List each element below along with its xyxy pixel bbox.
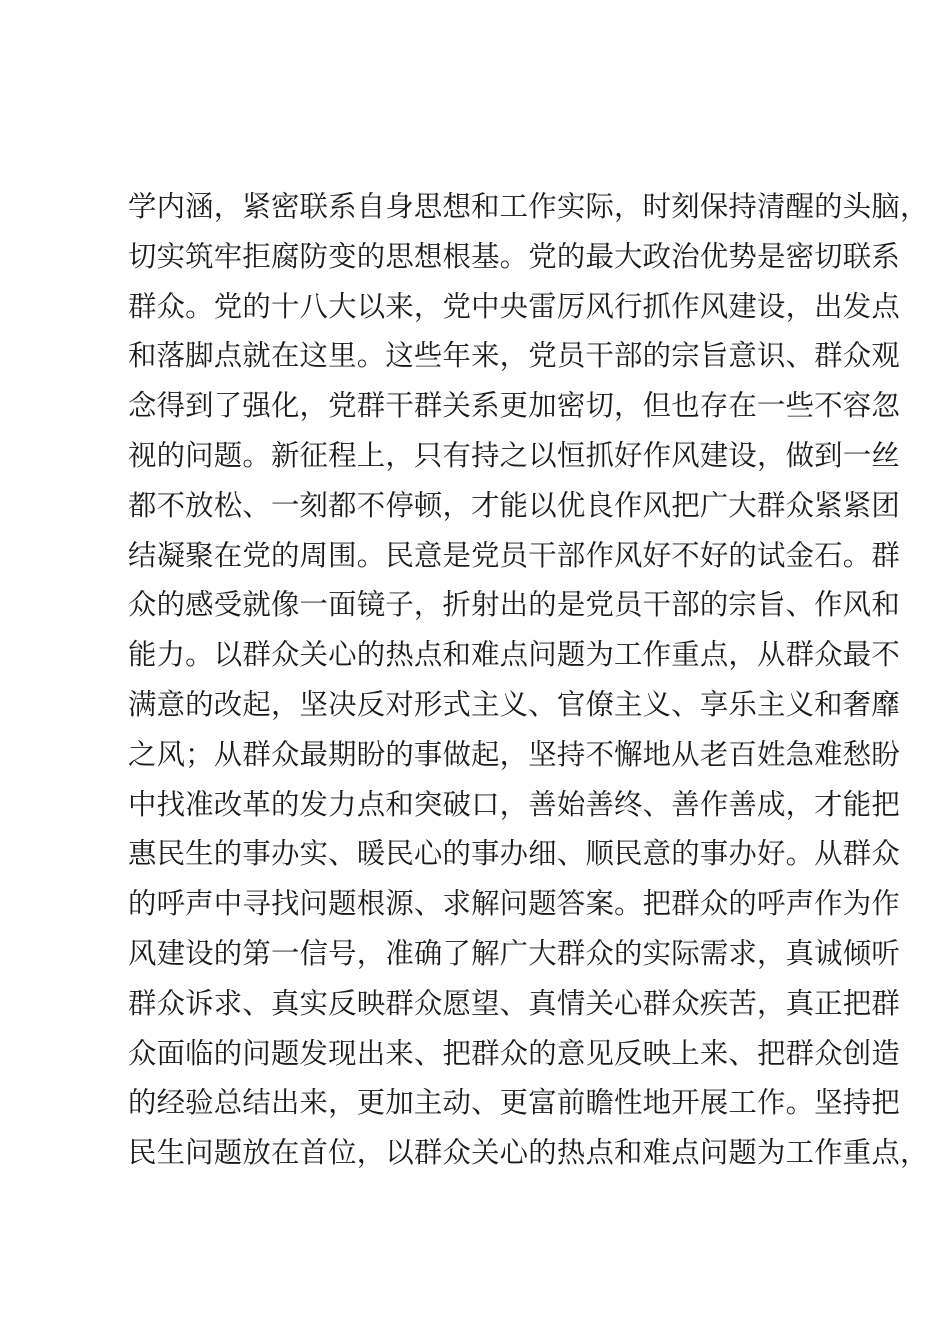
text-line: 念得到了强化，党群干群关系更加密切，但也存在一些不容忽: [128, 389, 900, 423]
text-line: 惠民生的事办实、暖民心的事办细、顺民意的事办好。从群众: [128, 837, 900, 871]
text-line: 群众诉求、真实反映群众愿望、真情关心群众疾苦，真正把群: [128, 986, 900, 1020]
text-line: 的呼声中寻找问题根源、求解问题答案。把群众的呼声作为作: [128, 887, 900, 921]
text-line: 风建设的第一信号，准确了解广大群众的实际需求，真诚倾听: [128, 936, 900, 970]
text-line: 和落脚点就在这里。这些年来，党员干部的宗旨意识、群众观: [128, 339, 900, 373]
text-line: 之风；从群众最期盼的事做起，坚持不懈地从老百姓急难愁盼: [128, 737, 900, 771]
text-line: 能力。以群众关心的热点和难点问题为工作重点，从群众最不: [128, 638, 900, 672]
text-line: 中找准改革的发力点和突破口，善始善终、善作善成，才能把: [128, 787, 900, 821]
text-line: 切实筑牢拒腐防变的思想根基。党的最大政治优势是密切联系: [128, 239, 900, 273]
text-line: 视的问题。新征程上，只有持之以恒抓好作风建设，做到一丝: [128, 438, 900, 472]
text-line: 结凝聚在党的周围。民意是党员干部作风好不好的试金石。群: [128, 538, 900, 572]
text-line: 的经验总结出来，更加主动、更富前瞻性地开展工作。坚持把: [128, 1086, 900, 1120]
text-line: 众面临的问题发现出来、把群众的意见反映上来、把群众创造: [128, 1036, 900, 1070]
text-line: 群众。党的十八大以来，党中央雷厉风行抓作风建设，出发点: [128, 289, 900, 323]
body-text: [128, 182, 929, 1178]
text-line: 学内涵，紧密联系自身思想和工作实际，时刻保持清醒的头脑，: [128, 190, 929, 223]
text-line: 众的感受就像一面镜子，折射出的是党员干部的宗旨、作风和: [128, 588, 900, 622]
text-line: 民生问题放在首位，以群众关心的热点和难点问题为工作重点，: [128, 1136, 929, 1170]
text-line: 都不放松、一刻都不停顿，才能以优良作风把广大群众紧紧团: [128, 488, 900, 522]
text-line: 满意的改起，坚决反对形式主义、官僚主义、享乐主义和奢靡: [128, 687, 900, 721]
